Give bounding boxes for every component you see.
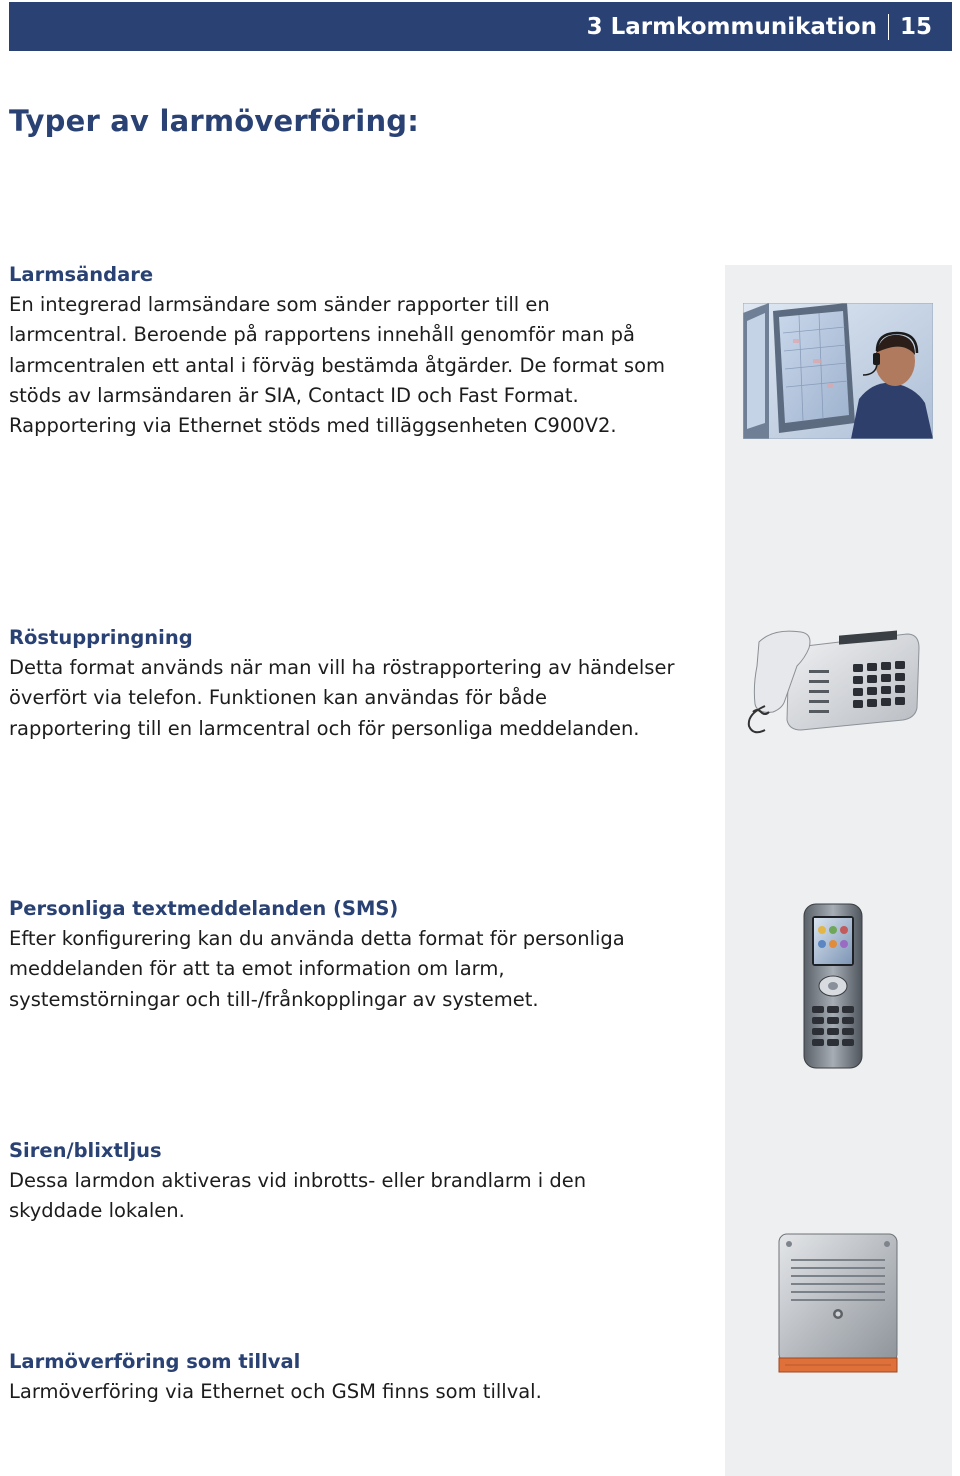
section-rostuppringning <box>9 623 709 744</box>
section-line: Efter konfigurering kan du använda detta format för personliga <box>9 927 625 950</box>
siren-photo <box>775 1232 901 1376</box>
section-line: larmcentralen ett antal i förväg bestämda åtgärder. De format som <box>9 353 666 377</box>
section-line: systemstörningar och till-/frånkopplingar av systemet. <box>9 987 539 1011</box>
chapter-title: 3 Larmkommunikation <box>586 13 877 40</box>
section-line: stöds av larmsändaren är SIA, Contact ID och Fast Format. <box>9 383 579 407</box>
section-line: meddelanden för att ta emot information om larm, <box>9 957 505 981</box>
header-bar <box>9 2 952 51</box>
section-line: överfört via telefon. Funktionen kan användas för både <box>9 686 547 710</box>
section-heading: Larmsändare <box>9 263 154 286</box>
section-heading: Röstuppringning <box>9 626 193 649</box>
section-tillval <box>9 1347 709 1407</box>
section-line: En integrerad larmsändare som sänder rapporter till en <box>9 293 550 316</box>
section-line: skyddade lokalen. <box>9 1199 185 1223</box>
section-heading: Personliga textmeddelanden (SMS) <box>9 897 399 920</box>
operator-photo <box>743 303 933 439</box>
section-line: Rapportering via Ethernet stöds med tilläggsenheten C900V2. <box>9 414 617 438</box>
page-number: 15 <box>899 13 932 40</box>
section-siren <box>9 1136 709 1227</box>
desk-telephone-photo <box>743 626 923 736</box>
section-line: larmcentral. Beroende på rapportens innehåll genomför man på <box>9 323 635 347</box>
section-larmsandare <box>9 260 709 441</box>
section-sms <box>9 894 709 1015</box>
mobile-phone-photo <box>800 902 868 1072</box>
section-heading: Siren/blixtljus <box>9 1139 162 1162</box>
header-separator <box>888 14 889 40</box>
section-line: Dessa larmdon aktiveras vid inbrotts- eller brandlarm i den <box>9 1169 587 1192</box>
section-heading: Larmöverföring som tillval <box>9 1350 301 1373</box>
section-line: Larmöverföring via Ethernet och GSM finns som tillval. <box>9 1380 542 1403</box>
section-line: Detta format används när man vill ha röstrapportering av händelser <box>9 656 675 679</box>
page-title: Typer av larmöverföring: <box>9 104 420 138</box>
section-line: rapportering till en larmcentral och för personliga meddelanden. <box>9 716 640 740</box>
